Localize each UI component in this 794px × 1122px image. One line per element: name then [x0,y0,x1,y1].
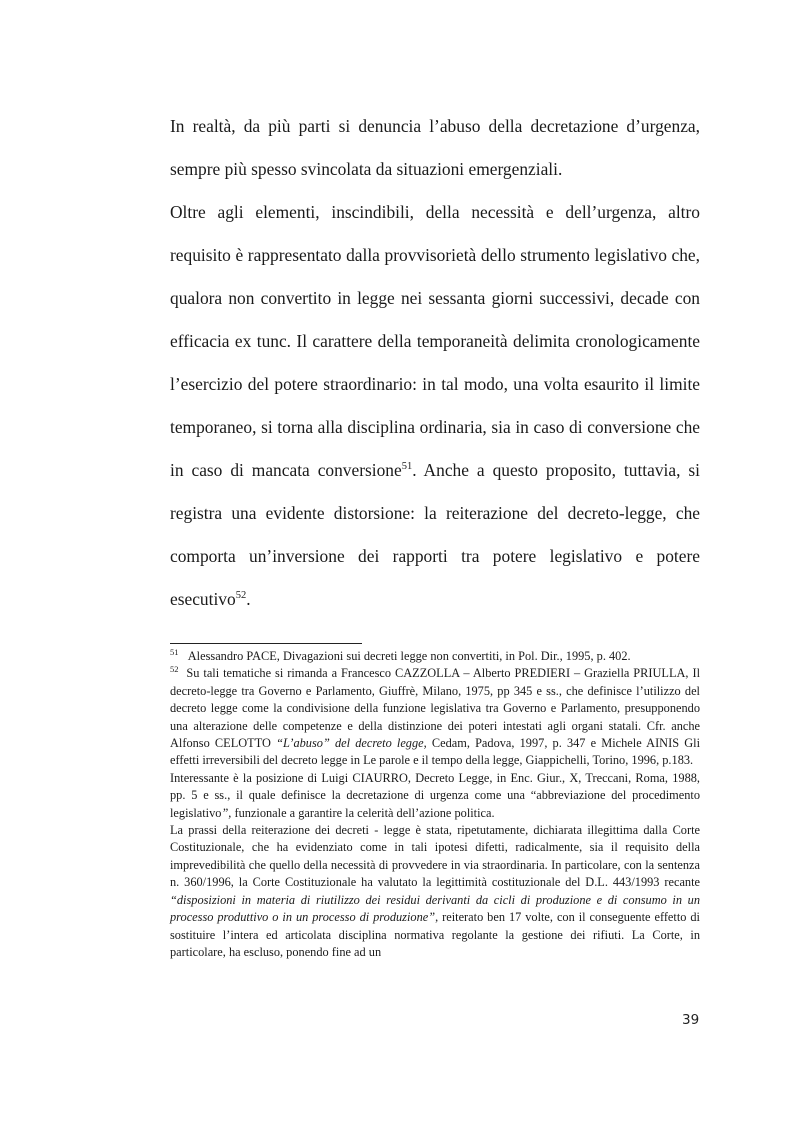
footnote-52-text-a: Su tali tematiche si rimanda a Francesco CAZZOLLA – Alberto PREDIERI – Graziella PRIULLA, Il decreto-legge tra Governo e Parlamento, Giuffrè, Milano, 1975, pp 345 e ss., che definisce l’utilizzo del decreto legge come la condivisione della funzione legislativa tra Governo e Parlamento, presupponendo una alterazione delle competenze e della distinzione dei poteri intestati agli organi statali. Cfr. anche Alfonso CELOTTO [170,666,700,751]
page-number: 39 [682,1012,700,1028]
footnote-52-italic-title: “L’abuso” del decreto legge, [276,736,427,751]
footnote-52-p3-text-b: , reiterato ben 17 volte, con il conseguente effetto di sostituire l’intera ed articolata disciplina normativa regolante la gestione dei rifiuti. La Corte, in particolare, ha escluso, ponendo fine ad un [170,910,700,959]
paragraph-2 [170,191,700,621]
footnote-52-p3-text-a: La prassi della reiterazione dei decreti - legge è stata, ripetutamente, dichiarata illegittima dalla Corte Costituzionale, che ha evidenziato come in tali ipotesi difetti, radicalmente, sia il requisito della imprevedibilità che quello della necessità di provvedere in via straordinaria. In particolare, con la sentenza n. 360/1996, la Corte Costituzionale ha valutato la legittimità costituzionale del D.L. 443/1993 recante [170,823,700,890]
footnote-52-p3-italic: “disposizioni in materia di riutilizzo dei residui derivanti da cicli di produzione e di consumo in un processo produttivo o in un processo di produzione” [170,892,700,925]
paragraph-2-text-a: Oltre agli elementi, inscindibili, della necessità e dell’urgenza, altro requisito è rappresentato dalla provvisorietà dello strumento legislativo che, qualora non convertito in legge nei sessanta giorni successivi, decade con efficacia ex tunc. Il carattere della temporaneità delimita cronologicamente l’esercizio del potere straordinario: in tal modo, una volta esaurito il limite temporaneo, si torna alla disciplina ordinaria, sia in caso di conversione che in caso di mancata conversione [170,202,700,480]
footnotes [170,648,700,961]
paragraph-2-text-b: . Anche a questo proposito, tuttavia, si registra una evidente distorsione: la reiterazione del decreto-legge, che comporta un’inversione dei rapporti tra potere legislativo e potere esecutivo [170,460,700,609]
footnote-separator [170,643,362,644]
footnote-51 [170,648,700,665]
main-text [170,105,700,621]
footnote-ref-51[interactable]: 51 [401,461,413,473]
footnote-51-text: Alessandro PACE, Divagazioni sui decreti legge non convertiti, in Pol. Dir., 1995, p. 402. [187,649,631,663]
footnote-52 [170,665,700,769]
footnote-52-p2-text-a: Interessante è la posizione di Luigi CIAURRO, Decreto Legge, in Enc. Giur., X, Treccani, Roma, 1988, pp. 5 e ss., il quale definisce la decretazione di urgenza come una “abbreviazione del procedimento legislativo [170,770,700,820]
footnote-52-p2-italic: ”, [221,805,232,820]
footnote-52-para-3 [170,822,700,961]
paragraph-1: In realtà, da più parti si denuncia l’abuso della decretazione d’urgenza, sempre più spesso svincolata da situazioni emergenziali. [170,116,700,179]
paragraph-2-text-c: . [246,589,251,609]
footnote-52-para-2 [170,770,700,822]
footnote-ref-52[interactable]: 52 [235,590,247,602]
footnote-51-number: 51 [170,646,179,657]
footnote-52-text-b: Cedam, Padova, 1997, p. 347 e Michele AINIS Gli effetti irreversibili del decreto legge in Le parole e il tempo della legge, Giappichelli, Torino, 1996, p.183. [170,736,700,768]
footnote-52-number: 52 [170,664,179,675]
footnote-52-p2-text-b: funzionale a garantire la celerità dell’azione politica. [231,805,495,820]
